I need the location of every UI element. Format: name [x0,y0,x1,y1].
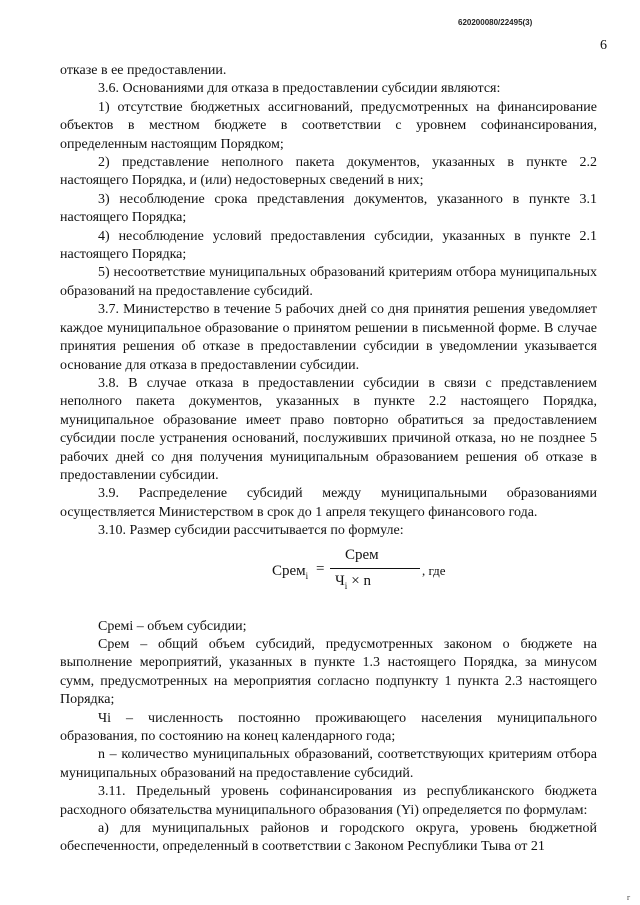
formula-numerator: Срем [345,546,379,563]
formula-den-subscript: i [344,580,348,591]
fraction-bar [330,568,420,569]
formula-denominator [335,572,371,591]
paragraph: 3.11. Предельный уровень софинансирования из республиканского бюджета расходного обязательства муниципального образования (Yi) определяется по формулам: [60,784,597,818]
paragraph: Чi – численность постоянно проживающего населения муниципального образования, по состоянию на конец календарного года; [60,710,597,744]
formula-lhs [272,562,308,581]
formula-den-var: Ч [335,572,345,589]
paragraph: 3.8. В случае отказа в предоставлении субсидии в связи с представлением неполного пакета документов, указанных в пункте 2.2 настоящего Порядка, муниципальное образование имеет право повторно обратиться за предоставлением субсидии после устранения оснований, послуживших причиной отказа, но не позднее 5 рабочих дней со дня получения муниципальным образованием решения об отказе в предоставлении субсидии. [60,375,597,483]
formula-lhs-subscript: i [305,570,309,581]
subsidy-formula [60,546,597,608]
paragraph: а) для муниципальных районов и городского округа, уровень бюджетной обеспеченности, определенный в соответствии с Законом Республики Тыва от 21 [60,821,597,855]
paragraph: 2) представление неполного пакета документов, указанных в пункте 2.2 настоящего Порядка, и (или) недостоверных сведений в них; [60,155,597,189]
paragraph: 1) отсутствие бюджетных ассигнований, предусмотренных на финансирование объектов в местном бюджете в соответствии с уровнем софинансирования, определенным настоящим Порядком; [60,99,597,152]
page-number: 6 [600,38,607,53]
document-body [60,62,597,857]
paragraph: 4) несоблюдение условий предоставления субсидии, указанных в пункте 2.1 настоящего Порядка; [60,228,597,263]
formula-den-rest: × n [351,572,371,589]
paragraph: n – количество муниципальных образований, соответствующих критериям отбора муниципальных образований на предоставление субсидий. [60,747,597,781]
paragraph: 3) несоблюдение срока представления документов, указанного в пункте 3.1 настоящего Порядка; [60,191,597,226]
document-id: 620200080/22495(3) [458,18,533,27]
paragraph: 3.7. Министерство в течение 5 рабочих дней со дня принятия решения уведомляет каждое муниципальное образование о принятом решении в письменной форме. В случае принятия решения об отказе в предоставлении субсидии в уведомлении указывается основание для отказа в предоставлении субсидии. [60,302,597,373]
paragraph: отказе в ее предоставлении. [60,63,227,78]
formula-equals: = [316,560,325,577]
paragraph: 3.6. Основаниями для отказа в предоставлении субсидии являются: [98,81,501,97]
paragraph: Срем – общий объем субсидий, предусмотренных законом о бюджете на выполнение мероприятий, указанных в пункте 1.3 настоящего Порядка, за минусом сумм, предусмотренных на мероприятия согласно подпункту 1 пункта 2.3 настоящего Порядка; [60,636,597,708]
paragraph: Cремi – объем субсидии; [98,618,247,634]
paragraph: 3.9. Распределение субсидий между муниципальными образованиями осуществляется Министерством в срок до 1 апреля текущего финансового года. [60,486,597,520]
formula-where: , где [422,562,446,578]
paragraph: 5) несоответствие муниципальных образований критериям отбора муниципальных образований на предоставление субсидий. [60,265,597,299]
formula-lhs-var: Срем [272,562,306,579]
paragraph: 3.10. Размер субсидии рассчитывается по формуле: [98,523,404,539]
corner-mark: г [627,893,631,902]
